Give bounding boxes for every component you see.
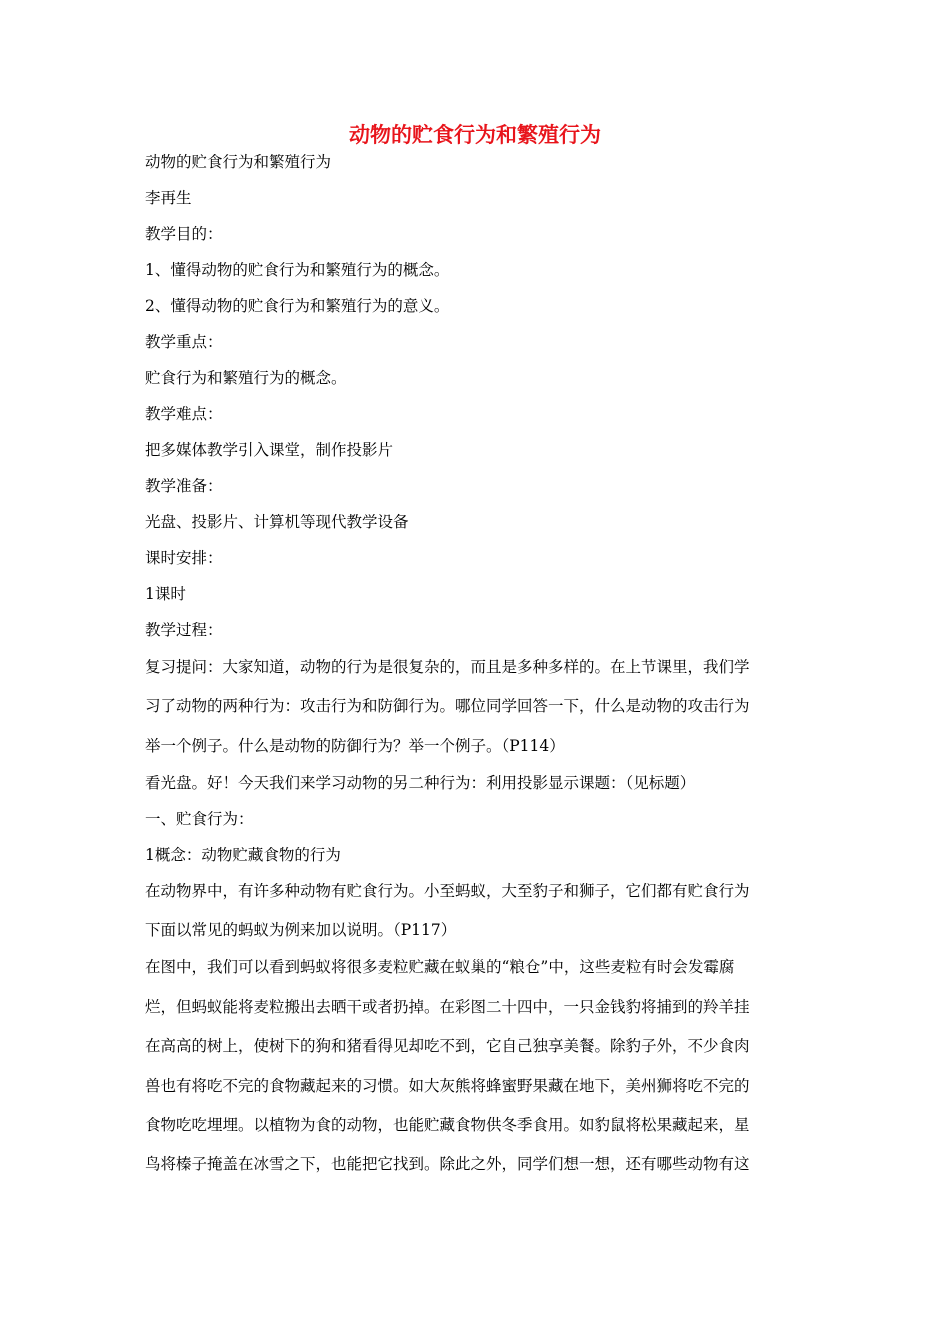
text-line: 在动物界中，有许多种动物有贮食行为。小至蚂蚁，大至豹子和狮子，它们都有贮食行为 — [145, 882, 750, 900]
text-line: 习了动物的两种行为：攻击行为和防御行为。哪位同学回答一下，什么是动物的攻击行为 — [145, 697, 750, 715]
text-line: 把多媒体教学引入课堂，制作投影片 — [145, 441, 394, 459]
text-line: 一、贮食行为： — [145, 810, 254, 828]
text-line: 兽也有将吃不完的食物藏起来的习惯。如大灰熊将蜂蜜野果藏在地下，美州狮将吃不完的 — [145, 1077, 750, 1095]
text-line: 1概念：动物贮藏食物的行为 — [145, 846, 341, 864]
text-line: 课时安排： — [145, 549, 223, 567]
text-line: 烂，但蚂蚁能将麦粒搬出去晒干或者扔掉。在彩图二十四中，一只金钱豹将捕到的羚羊挂 — [145, 998, 750, 1016]
text-line: 教学重点： — [145, 333, 223, 351]
text-line: 看光盘。好！今天我们来学习动物的另二种行为：利用投影显示课题：（见标题） — [145, 774, 696, 792]
text-line: 贮食行为和繁殖行为的概念。 — [145, 369, 347, 387]
text-line: 1课时 — [145, 585, 186, 603]
text-line: 1、懂得动物的贮食行为和繁殖行为的概念。 — [145, 261, 450, 279]
text-line: 鸟将榛子掩盖在冰雪之下，也能把它找到。除此之外，同学们想一想，还有哪些动物有这 — [145, 1155, 750, 1173]
text-line: 下面以常见的蚂蚁为例来加以说明。（P117） — [145, 921, 457, 939]
text-line: 教学过程： — [145, 621, 223, 639]
text-line: 教学目的： — [145, 225, 223, 243]
text-line: 在图中，我们可以看到蚂蚁将很多麦粒贮藏在蚁巢的“粮仓”中，这些麦粒有时会发霉腐 — [145, 958, 735, 976]
text-line: 教学难点： — [145, 405, 223, 423]
text-line: 2、懂得动物的贮食行为和繁殖行为的意义。 — [145, 297, 450, 315]
text-line: 在高高的树上，使树下的狗和猪看得见却吃不到，它自己独享美餐。除豹子外，不少食肉 — [145, 1037, 750, 1055]
text-line: 食物吃吃埋埋。以植物为食的动物，也能贮藏食物供冬季食用。如豹鼠将松果藏起来，星 — [145, 1116, 750, 1134]
text-line: 动物的贮食行为和繁殖行为 — [145, 153, 332, 171]
text-line: 光盘、投影片、计算机等现代教学设备 — [145, 513, 409, 531]
text-line: 李再生 — [145, 189, 192, 207]
text-line: 举一个例子。什么是动物的防御行为？举一个例子。（P114） — [145, 737, 565, 755]
text-line: 教学准备： — [145, 477, 223, 495]
text-line: 复习提问：大家知道，动物的行为是很复杂的，而且是多种多样的。在上节课里，我们学 — [145, 658, 750, 676]
document-title: 动物的贮食行为和繁殖行为 — [349, 122, 601, 147]
